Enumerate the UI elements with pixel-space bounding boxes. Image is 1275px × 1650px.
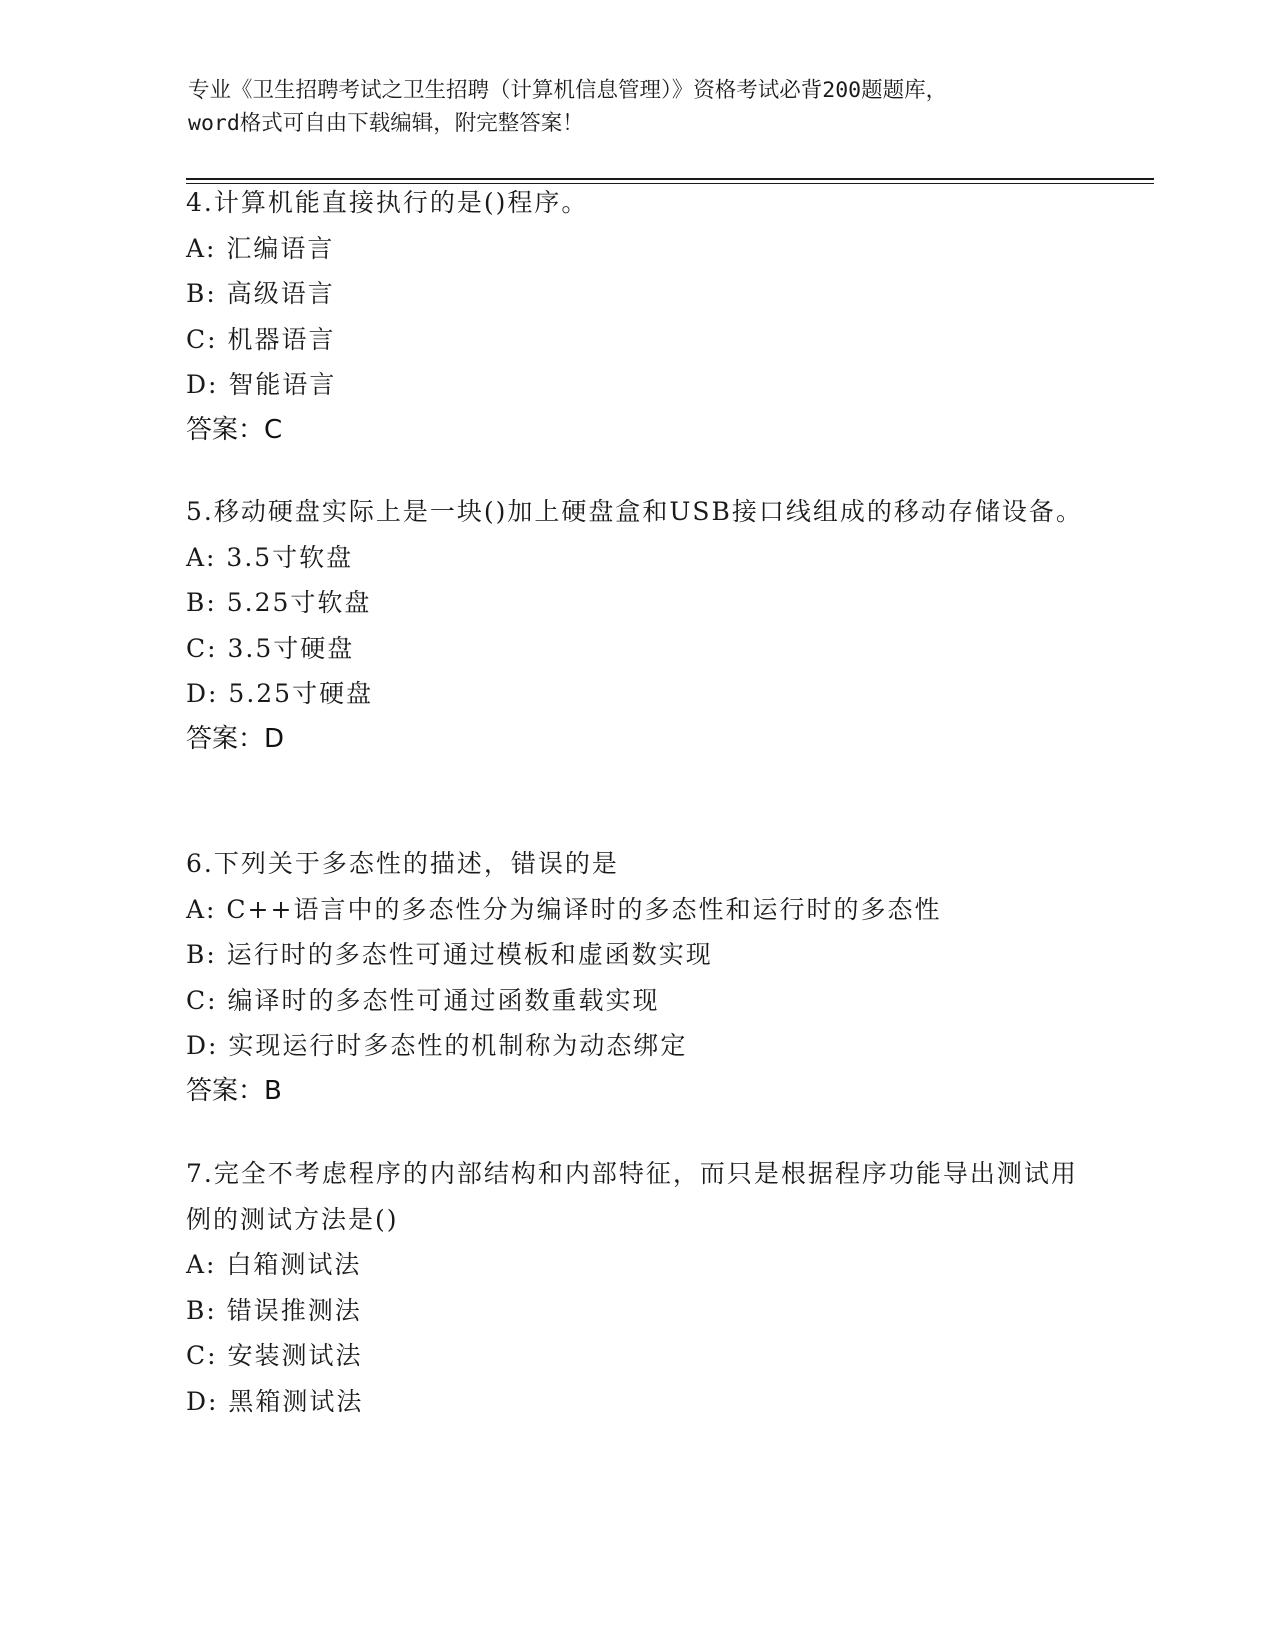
option-a: A: C++语言中的多态性分为编译时的多态性和运行时的多态性: [186, 894, 942, 924]
option-a: A: 汇编语言: [186, 233, 335, 263]
answer-label: 答案：D: [186, 723, 285, 754]
option-c: C: 3.5寸硬盘: [186, 633, 355, 663]
question-5: [186, 489, 1086, 762]
option-c: C: 机器语言: [186, 324, 336, 354]
option-d: D: 实现运行时多态性的机制称为动态绑定: [186, 1031, 688, 1060]
option-b: B: 运行时的多态性可通过模板和虚函数实现: [186, 940, 713, 969]
option-c: C: 编译时的多态性可通过函数重载实现: [186, 985, 660, 1015]
answer-label: 答案：C: [186, 414, 283, 445]
question-7: [186, 1151, 1086, 1424]
question-4: [186, 180, 1086, 453]
option-d: D: 黑箱测试法: [186, 1386, 364, 1416]
option-d: D: 5.25寸硬盘: [186, 679, 374, 708]
option-a: A: 3.5寸软盘: [186, 542, 354, 572]
question-text: 5.移动硬盘实际上是一块()加上硬盘盒和USB接口线组成的移动存储设备。: [186, 497, 1083, 526]
header-title-line-1: 专业《卫生招聘考试之卫生招聘（计算机信息管理）》资格考试必背200题题库，: [188, 78, 948, 103]
option-b: B: 高级语言: [186, 279, 335, 308]
document-header: [188, 74, 1088, 140]
question-text: 4.计算机能直接执行的是()程序。: [186, 188, 589, 217]
option-b: B: 5.25寸软盘: [186, 588, 372, 617]
option-a: A: 白箱测试法: [186, 1250, 362, 1279]
option-d: D: 智能语言: [186, 370, 337, 399]
answer-label: 答案：B: [186, 1075, 282, 1106]
option-b: B: 错误推测法: [186, 1295, 362, 1325]
question-6: [186, 841, 1086, 1114]
header-title-line-2: word格式可自由下载编辑，附完整答案！: [188, 111, 584, 136]
question-text: 6.下列关于多态性的描述，错误的是: [186, 849, 619, 878]
question-text: 7.完全不考虑程序的内部结构和内部特征，而只是根据程序功能导出测试用例的测试方法是(): [186, 1159, 1078, 1234]
option-c: C: 安装测试法: [186, 1341, 363, 1370]
